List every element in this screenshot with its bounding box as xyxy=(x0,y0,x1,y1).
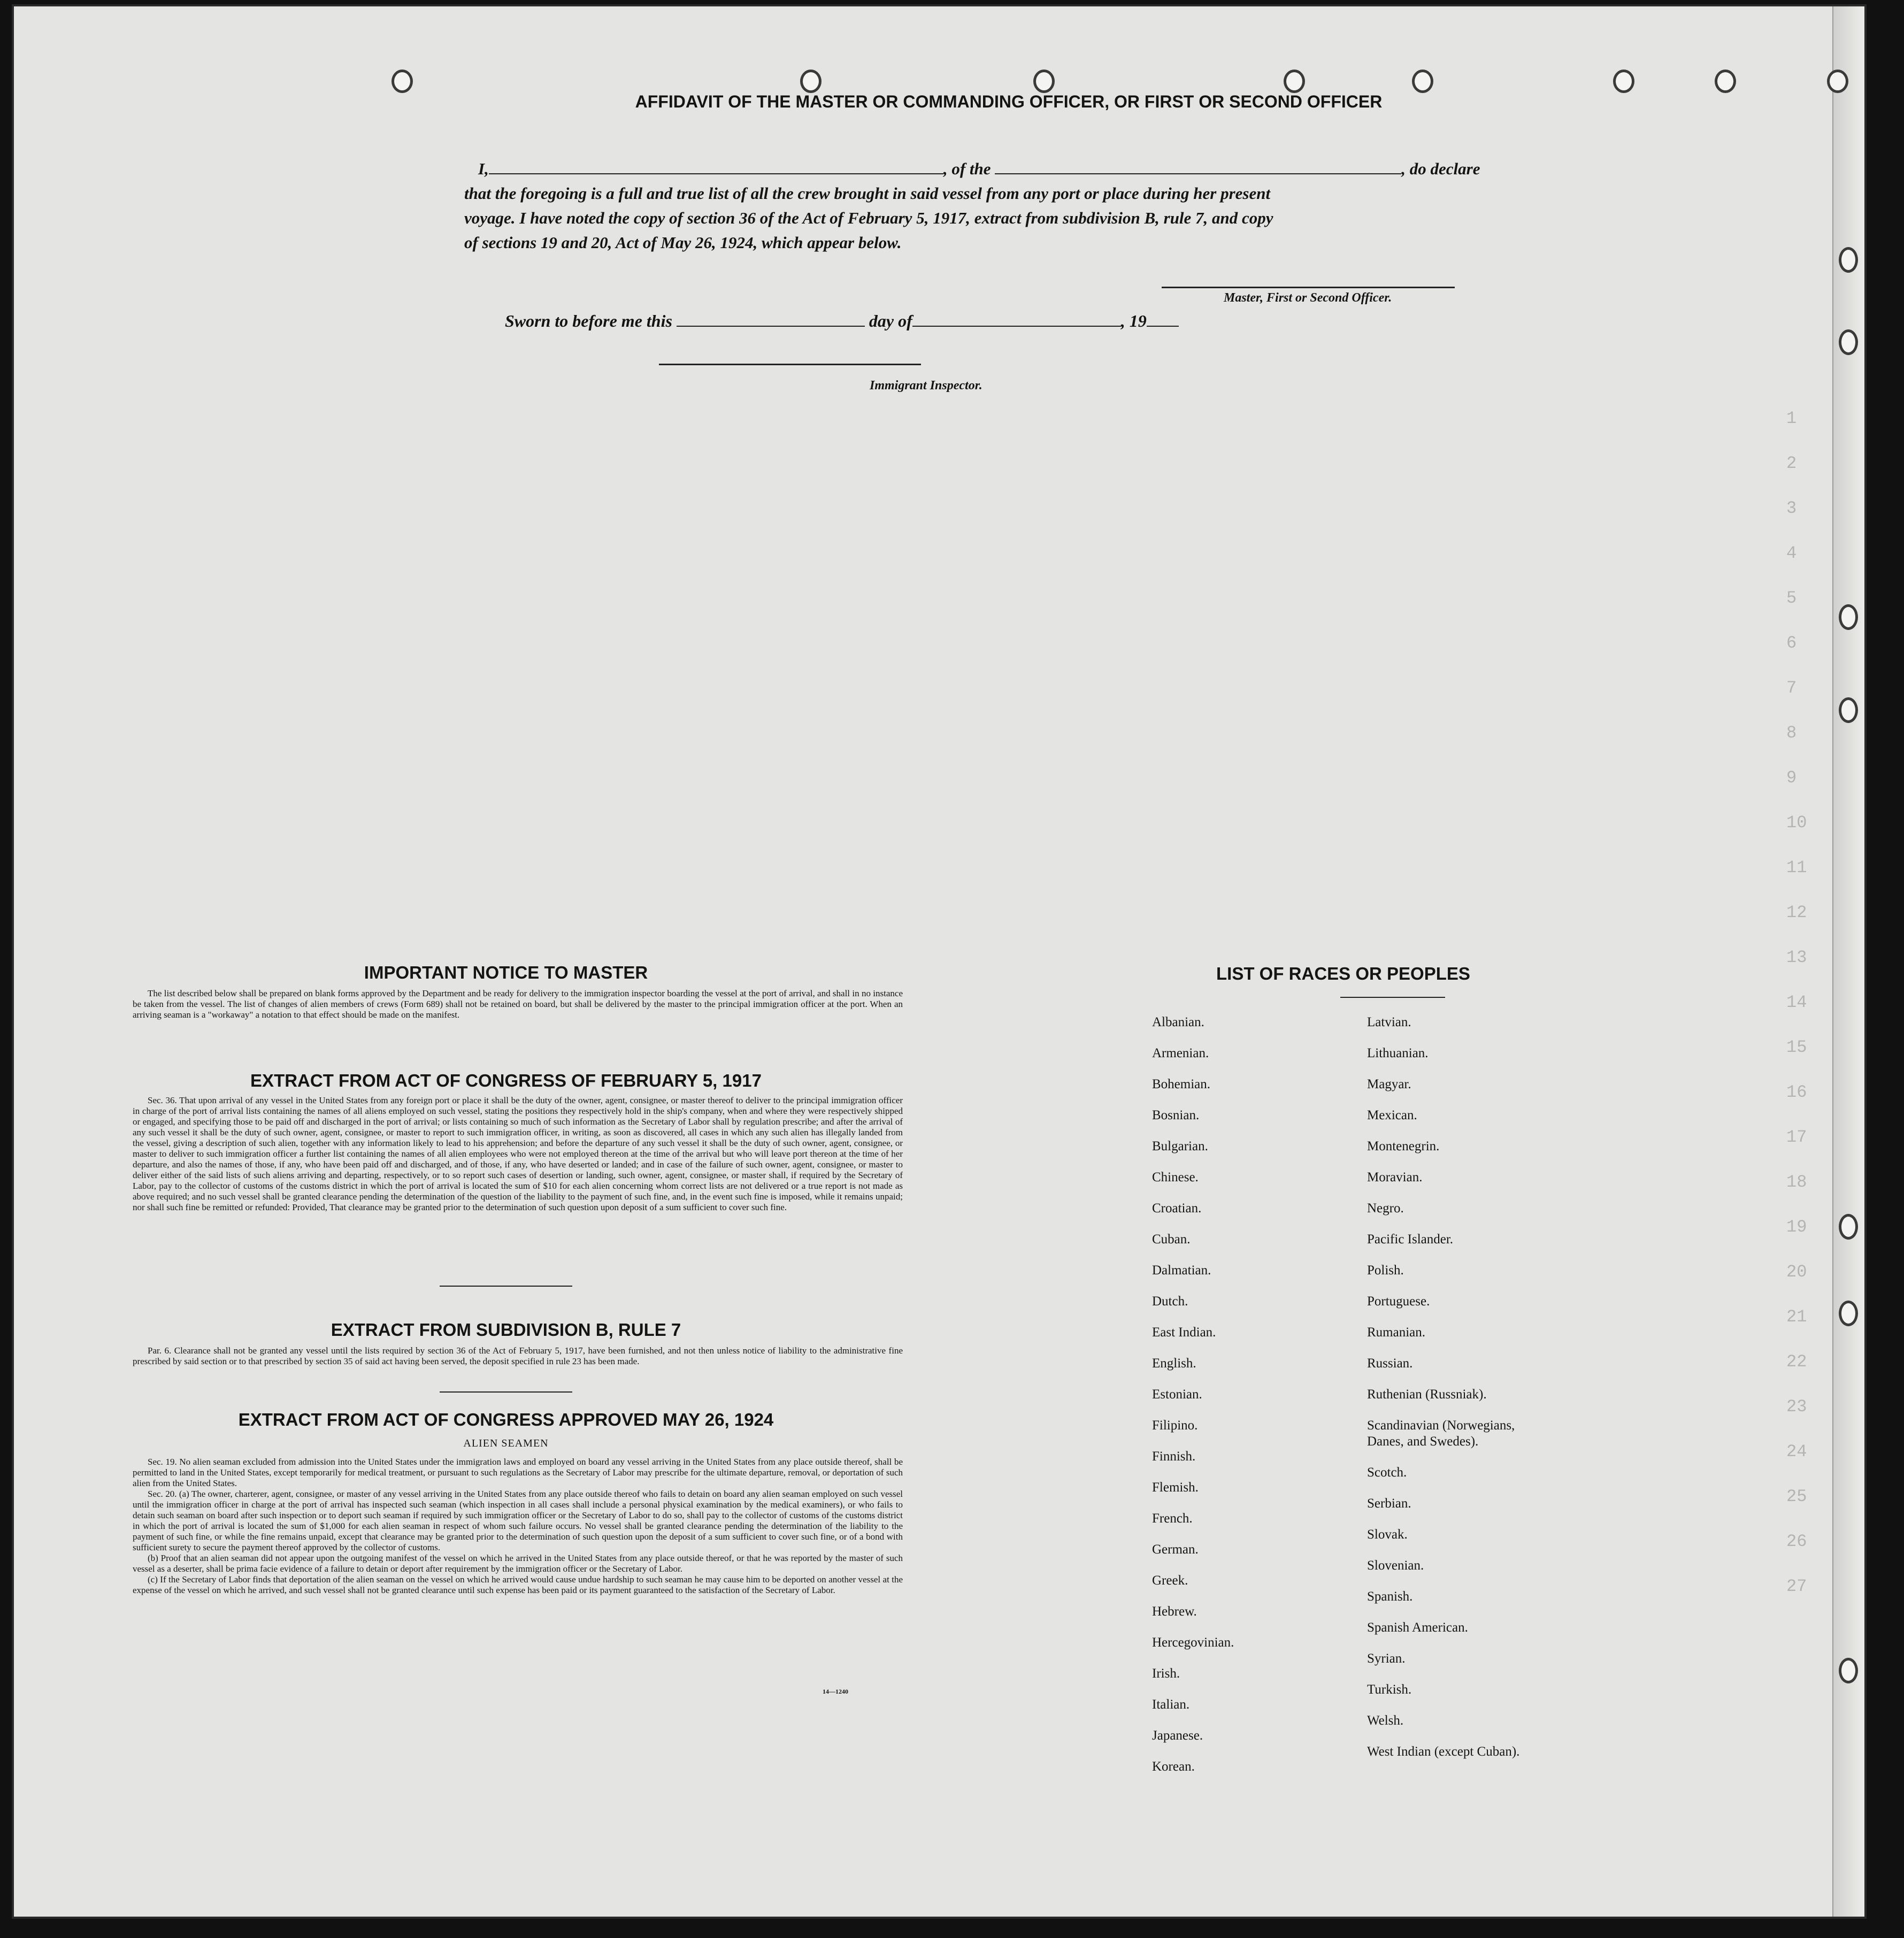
binder-hole xyxy=(1839,247,1858,273)
race-item: Magyar. xyxy=(1367,1077,1411,1091)
affidavit-line-4: of sections 19 and 20, Act of May 26, 1924, which appear below. xyxy=(464,233,902,252)
race-item: Portuguese. xyxy=(1367,1294,1430,1309)
race-item: Syrian. xyxy=(1367,1651,1406,1666)
races-divider xyxy=(1340,997,1445,998)
sec-20c-paragraph: (c) If the Secretary of Labor finds that deportation of the alien seaman on the vessel on which he arrived would cause undue hardship to such seaman he may cause him to be deported on another vessel at the expense of the vessel on which he arrived, and such vessel shall not be granted clearance until such expense has been paid or its payment guaranteed to the satisfaction of the Secretary of Labor. xyxy=(133,1574,903,1595)
race-item: Cuban. xyxy=(1152,1232,1191,1247)
race-item: Estonian. xyxy=(1152,1387,1202,1402)
race-item: Dutch. xyxy=(1152,1294,1188,1309)
affidavit-i: I, xyxy=(478,159,489,178)
extract-1924-text xyxy=(133,1457,903,1596)
binder-hole xyxy=(1827,70,1848,93)
binder-hole xyxy=(800,70,822,93)
binder-hole xyxy=(1839,1301,1858,1326)
race-item: French. xyxy=(1152,1511,1193,1526)
year-blank[interactable] xyxy=(1147,326,1179,327)
bleed-through-row-number: 20 xyxy=(1786,1262,1807,1282)
sworn-text-c: , 19 xyxy=(1120,311,1147,330)
affidavit-title: AFFIDAVIT OF THE MASTER OR COMMANDING OFFICER, OR FIRST OR SECOND OFFICER xyxy=(635,92,1383,111)
race-item: Rumanian. xyxy=(1367,1325,1426,1340)
binder-hole xyxy=(1715,70,1736,93)
sec-20b-paragraph: (b) Proof that an alien seaman did not appear upon the outgoing manifest of the vessel on which he arrived in the United States from any place outside thereof, or that he was reported by the master of such vessel as a deserter, shall be prima facie evidence of a failure to detain or deport after requirement by the immigration officer or the Secretary of Labor. xyxy=(133,1553,903,1574)
bleed-through-row-number: 21 xyxy=(1786,1307,1807,1327)
race-item: Croatian. xyxy=(1152,1201,1202,1216)
race-item: Italian. xyxy=(1152,1697,1190,1712)
bleed-through-row-number: 14 xyxy=(1786,993,1807,1012)
bleed-through-row-number: 17 xyxy=(1786,1127,1807,1147)
inspector-label: Immigrant Inspector. xyxy=(870,379,982,393)
race-item: Flemish. xyxy=(1152,1480,1199,1495)
race-item: Spanish. xyxy=(1367,1589,1413,1604)
bleed-through-row-number: 15 xyxy=(1786,1037,1807,1057)
races-title: LIST OF RACES OR PEOPLES xyxy=(1216,964,1470,983)
race-item: Scandinavian (Norwegians, xyxy=(1367,1418,1515,1433)
race-item: Bosnian. xyxy=(1152,1108,1200,1122)
bleed-through-row-number: 11 xyxy=(1786,858,1807,878)
bleed-through-row-number: 24 xyxy=(1786,1442,1807,1462)
signature-line[interactable] xyxy=(1162,287,1455,288)
race-item: East Indian. xyxy=(1152,1325,1216,1340)
race-item: Bohemian. xyxy=(1152,1077,1211,1091)
sec-19-paragraph: Sec. 19. No alien seaman excluded from admission into the United States under the immigration laws and employed on board any vessel arriving in the United States from any place outside thereof, shall be permitted to land in the United States, except temporarily for medical treatment, or pursuant to such regulations as the Secretary of Labor may prescribe for the ultimate departure, removal, or deportation of such alien from the United States. xyxy=(133,1457,903,1488)
race-item: Negro. xyxy=(1367,1201,1404,1216)
race-item: Bulgarian. xyxy=(1152,1139,1208,1153)
extract-1917-text xyxy=(133,1095,903,1213)
binder-hole xyxy=(1412,70,1433,93)
race-item: Hebrew. xyxy=(1152,1604,1197,1619)
notice-text xyxy=(133,988,903,1020)
extract-1917-paragraph: Sec. 36. That upon arrival of any vessel in the United States from any foreign port or place it shall be the duty of the owner, agent, consignee, or master thereof to deliver to the principal immigration officer in charge of the port of arrival lists containing the names of all aliens employed on such vessel, stating the positions they respectively hold in the ship's company, when and where they were respectively shipped or engaged, and specifying those to be paid off and discharged in the port of arrival; or lists containing so much of such information as the Secretary of Labor shall by regulation prescribe; and after the arrival of any such vessel it shall be the duty of such owner, agent, consignee, or master to report to such immigration officer, in writing, as soon as discovered, all cases in which any such alien has illegally landed from the vessel, giving a description of such alien, together with any information likely to lead to his apprehension; and before the departure of any such vessel it shall be the duty of such owner, agent, consignee, or master to deliver to such immigration officer a further list containing the names of all alien employees who were not employed thereon at the time of the arrival but who will leave port thereon at the time of her departure, and also the names of those, if any, who have been paid off and discharged, and of those, if any, who have deserted or landed; and in case of the failure of such owner, agent, consignee, or master to deliver either of the said lists of such aliens arriving and departing, respectively, or to so report such cases of desertion or landing, such owner, agent, consignee, or master shall, if required by the Secretary of Labor, pay to the collector of customs of the customs district in which the port of arrival is located the sum of $10 for each alien concerning whom correct lists are not delivered or a true report is not made as above required; and no such vessel shall be granted clearance pending the determination of the question of the liability to the payment of such fine, and, in the event such fine is imposed, while it remains unpaid; nor shall such fine be remitted or refunded: Provided, That clearance may be granted prior to the determination of such question upon deposit of a sum sufficient to cover such fine. xyxy=(133,1095,903,1212)
sworn-text-b: day of xyxy=(869,311,912,330)
alien-seamen-subtitle: ALIEN SEAMEN xyxy=(463,1437,549,1449)
page-edge xyxy=(1832,6,1864,1917)
extract-1917-title: EXTRACT FROM ACT OF CONGRESS OF FEBRUARY 5, 1917 xyxy=(250,1071,762,1090)
race-item: Filipino. xyxy=(1152,1418,1198,1433)
race-item: Latvian. xyxy=(1367,1015,1411,1029)
race-item: English. xyxy=(1152,1356,1196,1371)
race-item: Polish. xyxy=(1367,1263,1404,1278)
bleed-through-row-number: 7 xyxy=(1786,678,1797,698)
race-item: Turkish. xyxy=(1367,1682,1412,1697)
bleed-through-row-number: 10 xyxy=(1786,813,1807,833)
sec-20a-paragraph: Sec. 20. (a) The owner, charterer, agent, consignee, or master of any vessel arriving in the United States from any place outside thereof who fails to detain on board any alien seaman employed on such vessel until the immigration officer in charge at the port of arrival has inspected such seaman (which inspection in all cases shall include a personal physical examination by the medical examiners), or who fails to detain such seaman on board after such inspection or to deport such seaman if required by such immigration officer or the Secretary of Labor to do so, shall pay to the collector of customs of the customs district in which the port of arrival is located the sum of $1,000 for each alien seaman in respect of whom such failure occurs. No vessel shall be granted clearance pending the determination of the liability to the payment of such fine, or while the fine remains unpaid, except that clearance may be granted prior to the determination of such question upon the deposit of a sum sufficient to cover such fine, or of a bond with sufficient surety to secure the payment thereof approved by the collector of customs. xyxy=(133,1489,903,1552)
race-item: Irish. xyxy=(1152,1666,1180,1681)
race-item: Dalmatian. xyxy=(1152,1263,1211,1278)
affidavit-line-2: that the foregoing is a full and true list of all the crew brought in said vessel from any port or place during her present xyxy=(464,184,1271,203)
bleed-through-row-number: 27 xyxy=(1786,1576,1807,1596)
section-divider xyxy=(440,1286,572,1287)
race-item: Korean. xyxy=(1152,1759,1195,1774)
race-item: Hercegovinian. xyxy=(1152,1635,1234,1650)
race-item: Albanian. xyxy=(1152,1015,1204,1029)
bleed-through-row-number: 25 xyxy=(1786,1487,1807,1506)
binder-hole xyxy=(1613,70,1634,93)
race-item: Russian. xyxy=(1367,1356,1413,1371)
race-item: German. xyxy=(1152,1542,1199,1557)
binder-hole xyxy=(1284,70,1305,93)
race-item: Slovenian. xyxy=(1367,1558,1424,1573)
race-item: West Indian (except Cuban). xyxy=(1367,1744,1520,1759)
race-item: Montenegrin. xyxy=(1367,1139,1440,1153)
race-item: Chinese. xyxy=(1152,1170,1199,1185)
binder-hole xyxy=(1839,329,1858,355)
binder-hole xyxy=(1839,604,1858,630)
extract-1924-title: EXTRACT FROM ACT OF CONGRESS APPROVED MAY 26, 1924 xyxy=(238,1410,774,1429)
race-item: Mexican. xyxy=(1367,1108,1417,1122)
bleed-through-row-number: 23 xyxy=(1786,1397,1807,1417)
bleed-through-row-number: 22 xyxy=(1786,1352,1807,1372)
bleed-through-row-number: 26 xyxy=(1786,1532,1807,1551)
bleed-through-row-number: 2 xyxy=(1786,453,1797,473)
race-item: Serbian. xyxy=(1367,1496,1411,1511)
bleed-through-row-number: 8 xyxy=(1786,723,1797,743)
race-item: Finnish. xyxy=(1152,1449,1196,1464)
race-item: Armenian. xyxy=(1152,1046,1209,1060)
inspector-signature-line[interactable] xyxy=(659,364,921,365)
affidavit-line-1 xyxy=(478,159,1480,179)
notice-title: IMPORTANT NOTICE TO MASTER xyxy=(364,963,648,982)
affidavit-line-3: voyage. I have noted the copy of section 36 of the Act of February 5, 1917, extract from subdivision B, rule 7, and copy xyxy=(464,209,1273,227)
sworn-line xyxy=(505,311,1179,331)
bleed-through-row-number: 12 xyxy=(1786,903,1807,922)
extract-rule7-text xyxy=(133,1345,903,1367)
race-item: Japanese. xyxy=(1152,1728,1203,1743)
month-blank[interactable] xyxy=(912,326,1121,327)
section-divider xyxy=(440,1391,572,1393)
bleed-through-row-number: 9 xyxy=(1786,768,1797,788)
form-number: 14—1240 xyxy=(823,1688,848,1695)
race-item: Ruthenian (Russniak). xyxy=(1367,1387,1487,1402)
affidavit-of-the: , of the xyxy=(943,159,991,178)
document-page xyxy=(12,4,1867,1919)
bleed-through-row-number: 16 xyxy=(1786,1082,1807,1102)
race-item: Moravian. xyxy=(1367,1170,1423,1185)
affidavit-declare: , do declare xyxy=(1401,159,1480,178)
binder-hole xyxy=(1033,70,1055,93)
binder-hole xyxy=(1839,1214,1858,1240)
bleed-through-row-number: 19 xyxy=(1786,1217,1807,1237)
signature-label: Master, First or Second Officer. xyxy=(1224,291,1392,305)
bleed-through-row-number: 4 xyxy=(1786,543,1797,563)
day-blank[interactable] xyxy=(677,326,865,327)
bleed-through-row-number: 13 xyxy=(1786,948,1807,967)
bleed-through-row-number: 18 xyxy=(1786,1172,1807,1192)
bleed-through-row-number: 3 xyxy=(1786,498,1797,518)
sworn-text-a: Sworn to before me this xyxy=(505,311,672,330)
race-item: Welsh. xyxy=(1367,1713,1404,1728)
bleed-through-row-number: 6 xyxy=(1786,633,1797,653)
race-item: Scotch. xyxy=(1367,1465,1407,1480)
name-blank[interactable] xyxy=(489,173,943,174)
binder-hole xyxy=(1839,1658,1858,1683)
extract-rule7-paragraph: Par. 6. Clearance shall not be granted any vessel until the lists required by section 36 of the Act of February 5, 1917, have been furnished, and not then unless notice of liability to the administrative fine prescribed by said section or to that prescribed by section 35 of said act having been served, the deposit specified in rule 23 has been made. xyxy=(133,1345,903,1366)
binder-hole xyxy=(391,70,413,93)
race-item: Danes, and Swedes). xyxy=(1367,1434,1479,1449)
notice-paragraph: The list described below shall be prepared on blank forms approved by the Department and be ready for delivery to the immigration inspector boarding the vessel at the port of arrival, and shall in no instance be taken from the vessel. The list of changes of alien members of crews (Form 689) shall not be retained on board, but shall be delivered by the master to the principal immigration officer at the port. When an arriving seaman is a "workaway" a notation to that effect should be made on the manifest. xyxy=(133,988,903,1020)
vessel-blank[interactable] xyxy=(995,173,1401,174)
binder-hole xyxy=(1839,697,1858,723)
race-item: Spanish American. xyxy=(1367,1620,1468,1635)
bleed-through-row-number: 5 xyxy=(1786,588,1797,608)
race-item: Lithuanian. xyxy=(1367,1046,1429,1060)
race-item: Slovak. xyxy=(1367,1527,1408,1542)
race-item: Pacific Islander. xyxy=(1367,1232,1454,1247)
extract-rule7-title: EXTRACT FROM SUBDIVISION B, RULE 7 xyxy=(331,1320,681,1340)
race-item: Greek. xyxy=(1152,1573,1188,1588)
bleed-through-row-number: 1 xyxy=(1786,409,1797,428)
